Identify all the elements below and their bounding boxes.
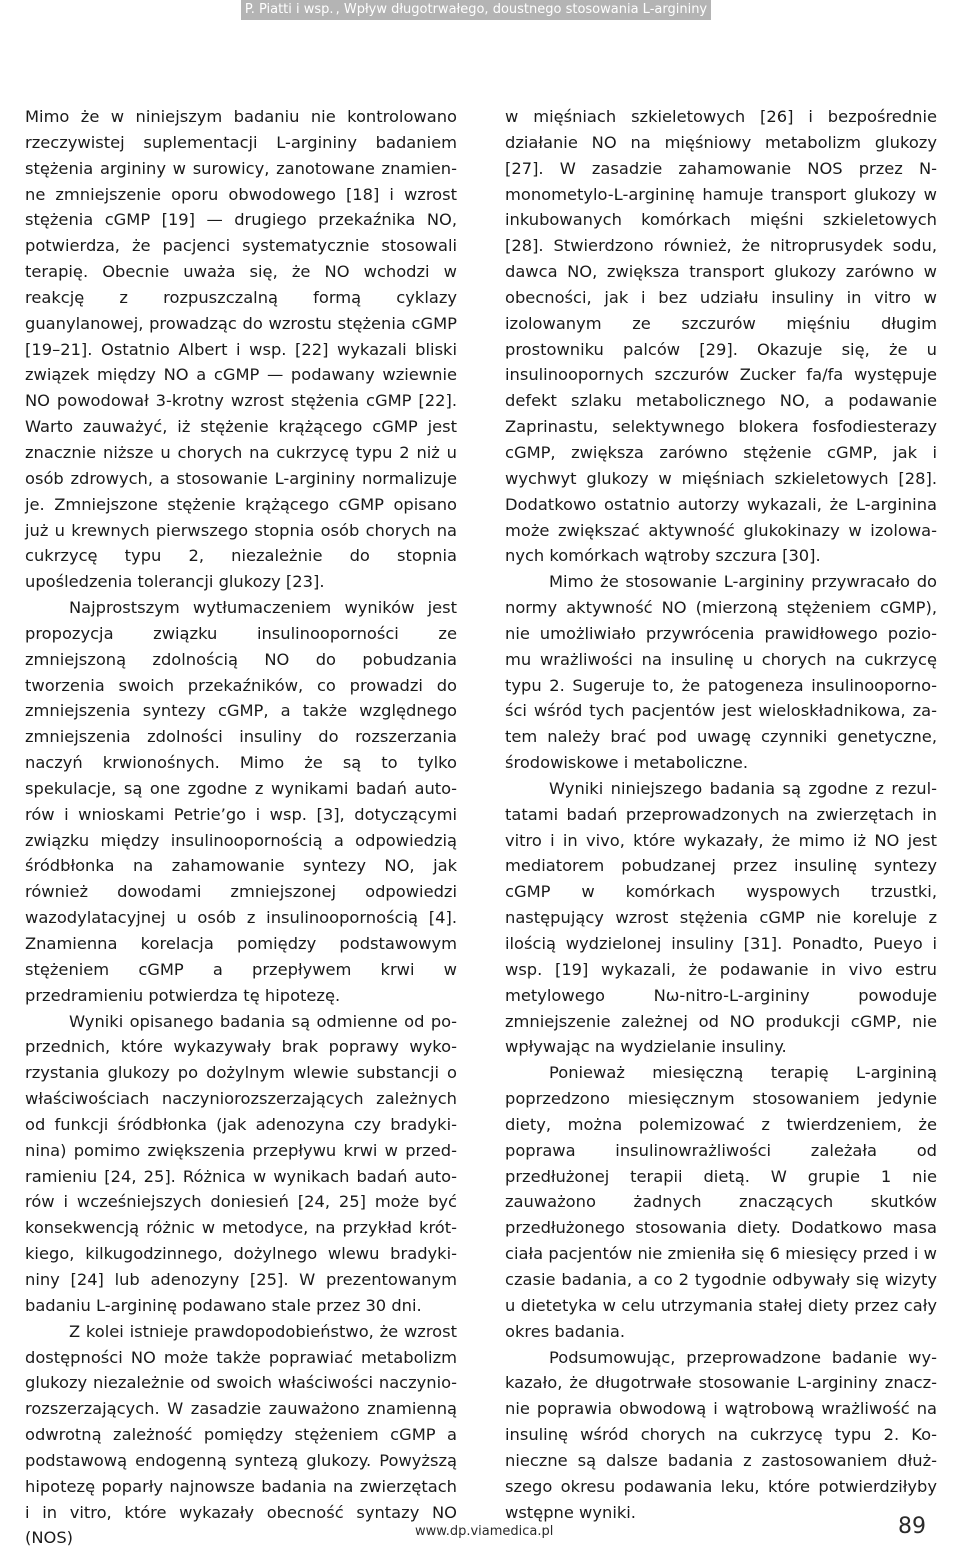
paragraph: Z kolei istnieje prawdopodobieństwo, że wzrost dostępności NO może także poprawiać metabolizm glukozy niezależnie od swoich właściwości naczyniorozszerzających. W zasadzie zauważono znamienną odwrotną zależność pomiędzy stężeniem cGMP a podstawową endogenną syntezą glukozy. Powyższą hipotezę poparły najnowsze badania na zwierzętach i in vitro, które wykazały obecność syntazy NO (NOS) (25, 1321, 457, 1548)
paragraph: w mięśniach szkieletowych [26] i bezpośrednie działanie NO na mięśniowy metabolizm glukozy [27]. W zasadzie zahamowanie NOS przez N-monometylo-L-argininę hamuje transport glukozy w inkubowanych komórkach mięśni szkieletowych [28]. Stwierdzono również, że nitroprusydek sodu, dawca NO, zwiększa transport glukozy zarówno w obecności, jak i bez udziału insuliny in vitro w izolowanym ze szczurów mięśniu długim prostowniku palców [29]. Okazuje się, że u insulinoopornych szczurów Zucker fa/fa występuje defekt szlaku metabolicznego NO, a podawanie Zaprinastu, selektywnego blokera fosfodiesterazy cGMP, zwiększa zarówno stężenie cGMP, jak i wychwyt glukozy w mięśniach szkieletowych [28]. Dodatkowo ostatnio autorzy wykazali, że L-arginina może zwiększać aktywność glukokinazy w izolowanych komórkach wątroby szczura [30]. (505, 107, 937, 566)
paragraph: Najprostszym wytłumaczeniem wyników jest propozycja związku insulinooporności ze zmniejszoną zdolnością NO do pobudzania tworzenia swoich przekaźników, co prowadzi do zmniejszenia syntezy cGMP, a także względnego zmniejszenia zdolności insuliny do rozszerzania naczyń krwionośnych. Mimo że są to tylko spekulacje, są one zgodne z wynikami badań autorów i wnioskami Petrie’go i wsp. [3], dotyczącymi związku między insulinoopornością a odpowiedzią śródbłonka na zahamowanie syntezy NO, jak również dowodami zmniejszonej odpowiedzi wazodylatacyjnej u osób z insulinoopornością [4]. Znamienna korelacja pomiędzy podstawowym stężeniem cGMP a przepływem krwi w przedramieniu potwierdza tę hipotezę. (25, 598, 457, 1005)
paragraph: Mimo że w niniejszym badaniu nie kontrolowano rzeczywistej suplementacji L-argininy badaniem stężenia argininy w surowicy, zanotowane znamienne zmniejszenie oporu obwodowego [18] i wzrost stężenia cGMP [19] — drugiego przekaźnika NO, potwierdza, że pacjenci systematycznie stosowali terapię. Obecnie uważa się, że NO wchodzi w reakcję z rozpuszczalną formą cyklazy guanylanowej, prowadząc do wzrostu stężenia cGMP [19–21]. Ostatnio Albert i wsp. [22] wykazali bliski związek między NO a cGMP — podawany wziewnie NO powodował 3-krotny wzrost stężenia cGMP [22]. Warto zauważyć, iż stężenie krążącego cGMP jest znacznie niższe u chorych na cukrzycę typu 2 niż u osób zdrowych, a stosowanie L-argininy normalizuje je. Zmniejszone stężenie krążącego cGMP opisano już u krewnych pierwszego stopnia osób chorych na cukrzycę typu 2, niezależnie do stopnia upośledzenia tolerancji glukozy [23]. (25, 107, 457, 592)
paragraph: Podsumowując, przeprowadzone badanie wykazało, że długotrwałe stosowanie L-argininy znacznie poprawia obwodową i wątrobową wrażliwość na insulinę wśród chorych na cukrzycę typu 2. Konieczne są dalsze badania z zastosowaniem dłuższego okresu podawania leku, które potwierdziłyby wstępne wyniki. (505, 1347, 937, 1522)
paragraph: Ponieważ miesięczną terapię L-argininą poprzedzono miesięcznym stosowaniem jedynie diety, można polemizować z twierdzeniem, że poprawa insulinowrażliwości zależała od przedłużonej terapii dietą. W grupie 1 nie zauważono żadnych znaczących skutków przedłużonego stosowania diety. Dodatkowo masa ciała pacjentów nie zmieniła się 6 miesięcy przed i w czasie badania, a co 2 tygodnie odbywały się wizyty u dietetyka w celu utrzymania stałej diety przez cały okres badania. (505, 1063, 937, 1341)
journal-url[interactable]: www.dp.viamedica.pl (415, 1524, 554, 1539)
paragraph: Wyniki niniejszego badania są zgodne z rezultatami badań przeprowadzonych na zwierzętach in vitro i in vivo, które wykazały, że mimo iż NO jest mediatorem pobudzanej przez insulinę syntezy cGMP w komórkach wyspowych trzustki, następujący wzrost stężenia cGMP nie koreluje z ilością wydzielonej insuliny [31]. Ponadto, Pueyo i wsp. [19] wykazali, że podawanie in vivo estru metylowego Nω-nitro-L-argininy powoduje zmniejszenie zależnej od NO produkcji cGMP, nie wpływając na wydzielanie insuliny. (505, 778, 937, 1057)
left-column (25, 104, 457, 1551)
paragraph: Mimo że stosowanie L-argininy przywracało do normy aktywność NO (mierzoną stężeniem cGMP), nie umożliwiało przywrócenia prawidłowego poziomu wrażliwości na insulinę u chorych na cukrzycę typu 2. Sugeruje to, że patogeneza insulinooporności wśród tych pacjentów jest wieloskładnikowa, zatem należy brać pod uwagę czynniki genetyczne, środowiskowe i metaboliczne. (505, 572, 937, 773)
right-column (505, 104, 937, 1525)
header-separator: , (335, 2, 340, 17)
header-authors: P. Piatti i wsp. (244, 2, 334, 17)
running-header (241, 0, 711, 20)
paragraph: Wyniki opisanego badania są odmienne od poprzednich, które wykazywały brak poprawy wykorzystania glukozy po dożylnym wlewie substancji o właściwościach naczyniorozszerzających zależnych od funkcji śródbłonka (jak adenozyna czy bradykinina) pomimo zwiększenia przepływu krwi w przedramieniu [24, 25]. Różnica w wynikach badań autorów i wcześniejszych doniesień [24, 25] może być konsekwencją różnic w metodyce, na przykład krótkiego, kilkugodzinnego, dożylnego wlewu bradykininy [24] lub adenozyny [25]. W prezentowanym badaniu L-argininę podawano stale przez 30 dni. (25, 1011, 457, 1315)
header-title: Wpływ długotrwałego, doustnego stosowania L-argininy (343, 2, 708, 17)
page-number: 89 (898, 1514, 926, 1539)
